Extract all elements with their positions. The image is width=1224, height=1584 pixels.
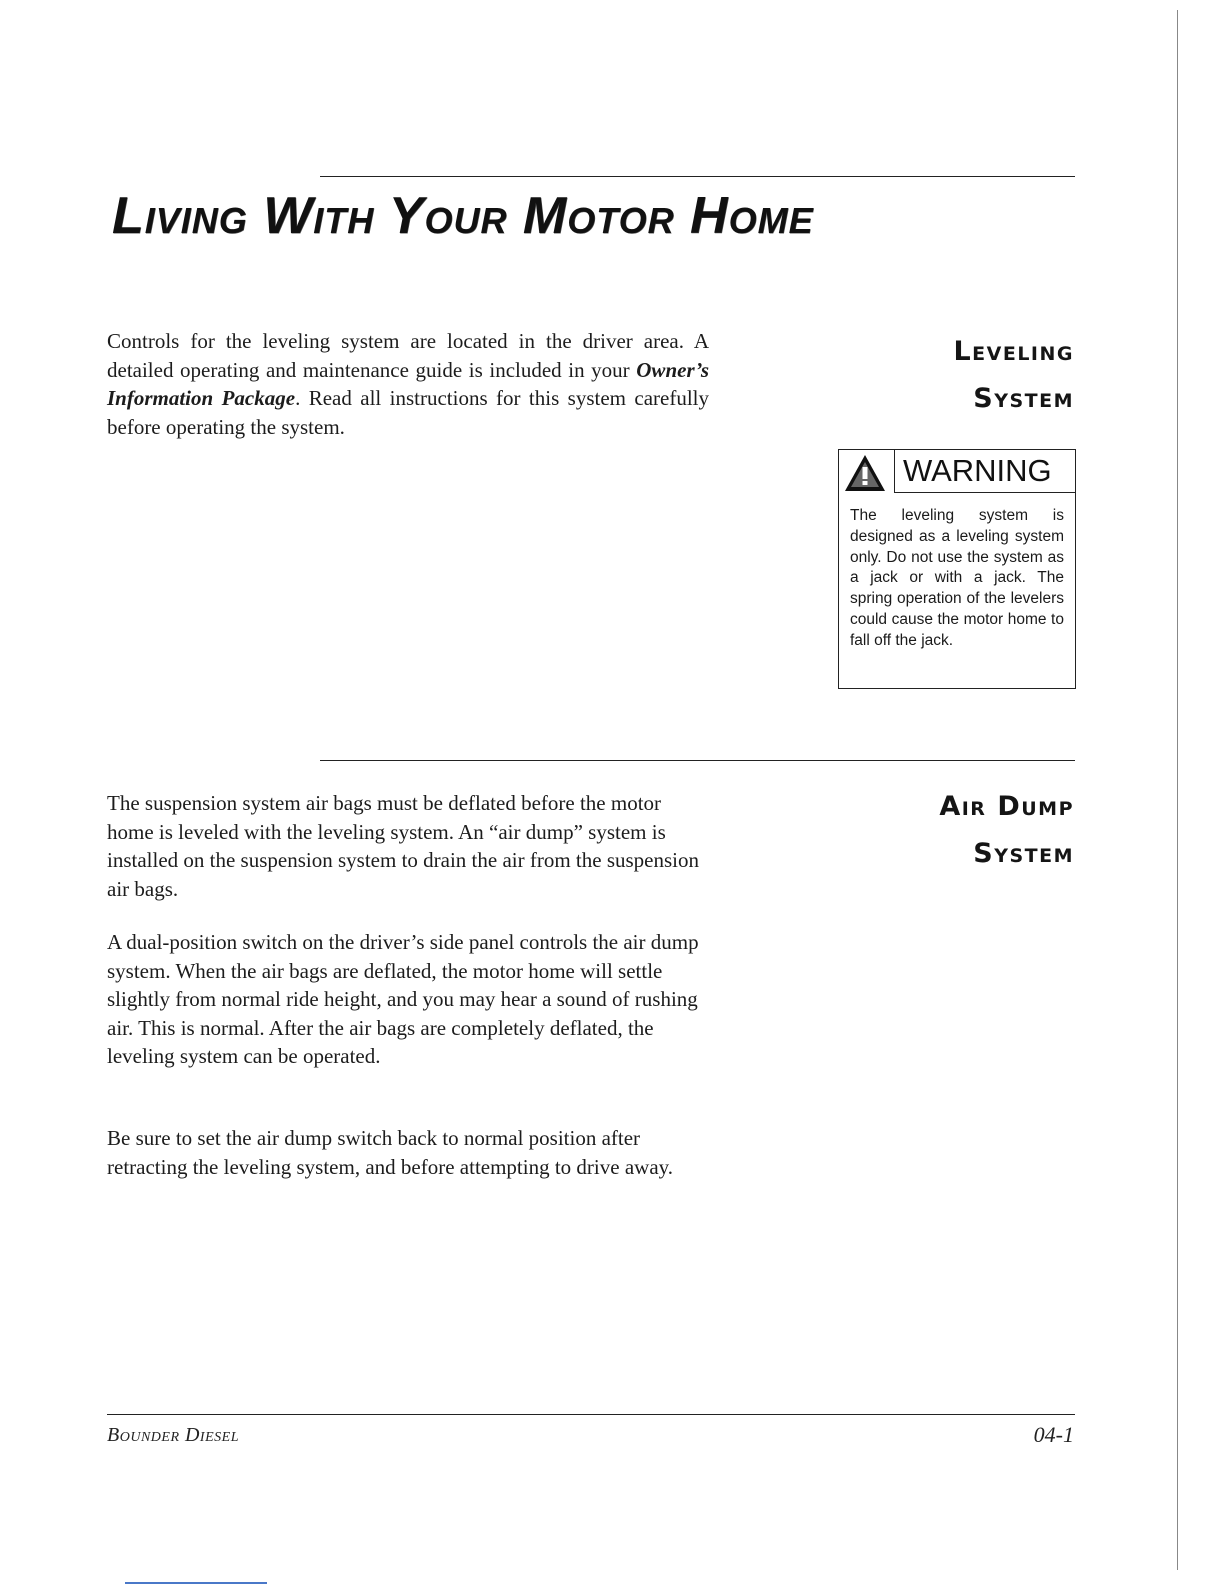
warning-triangle-icon (843, 453, 887, 493)
footer-page-number: 04-1 (1033, 1422, 1074, 1447)
air-dump-paragraph-3: Be sure to set the air dump switch back to normal position after retracting the leveling system, and before attempting to drive away. (107, 1126, 674, 1179)
leveling-system-heading (953, 328, 1074, 422)
leveling-paragraph-after: . Read all instructions for this system carefully before operating the system. (107, 386, 710, 439)
section-divider-rule (320, 760, 1075, 761)
warning-header (839, 450, 1075, 495)
air-dump-paragraph-1: The suspension system air bags must be deflated before the motor home is leveled with the leveling system. An “air dump” system is installed on the suspension system to drain the air from the suspension air bags. (107, 791, 699, 901)
air-dump-system-heading (939, 783, 1074, 877)
footer-rule (107, 1414, 1075, 1415)
leveling-paragraph-before: Controls for the leveling system are located in the driver area. A detailed operating and maintenance guide is included in your (107, 329, 709, 382)
warning-box (838, 449, 1076, 689)
leveling-heading-line2: System (973, 383, 1074, 414)
warning-text: The leveling system is designed as a leveling system only. Do not use the system as a jack or with a jack. The spring operation of the levelers could cause the motor home to fall off the jack. (850, 507, 1064, 649)
title-top-rule (320, 176, 1075, 177)
air-dump-paragraph-2: A dual-position switch on the driver’s side panel controls the air dump system. When the air bags are deflated, the motor home will settle slightly from normal ride height, and you may hear a sound of rushing air. This is normal. After the air bags are completely deflated, the leveling system can be operated. (107, 930, 699, 1068)
scan-margin-line (1177, 10, 1178, 1570)
page-title: Living With Your Motor Home (112, 187, 814, 245)
air-dump-heading-line1: Air Dump (939, 791, 1074, 822)
leveling-heading-line1: Leveling (953, 336, 1074, 367)
leveling-paragraph (107, 327, 709, 441)
owners-package-emphasis: Owner’s Information Package (107, 357, 709, 410)
air-dump-heading-line2: System (973, 838, 1074, 869)
warning-label: WARNING (894, 450, 1076, 493)
footer-publication-name: Bounder Diesel (107, 1424, 239, 1446)
